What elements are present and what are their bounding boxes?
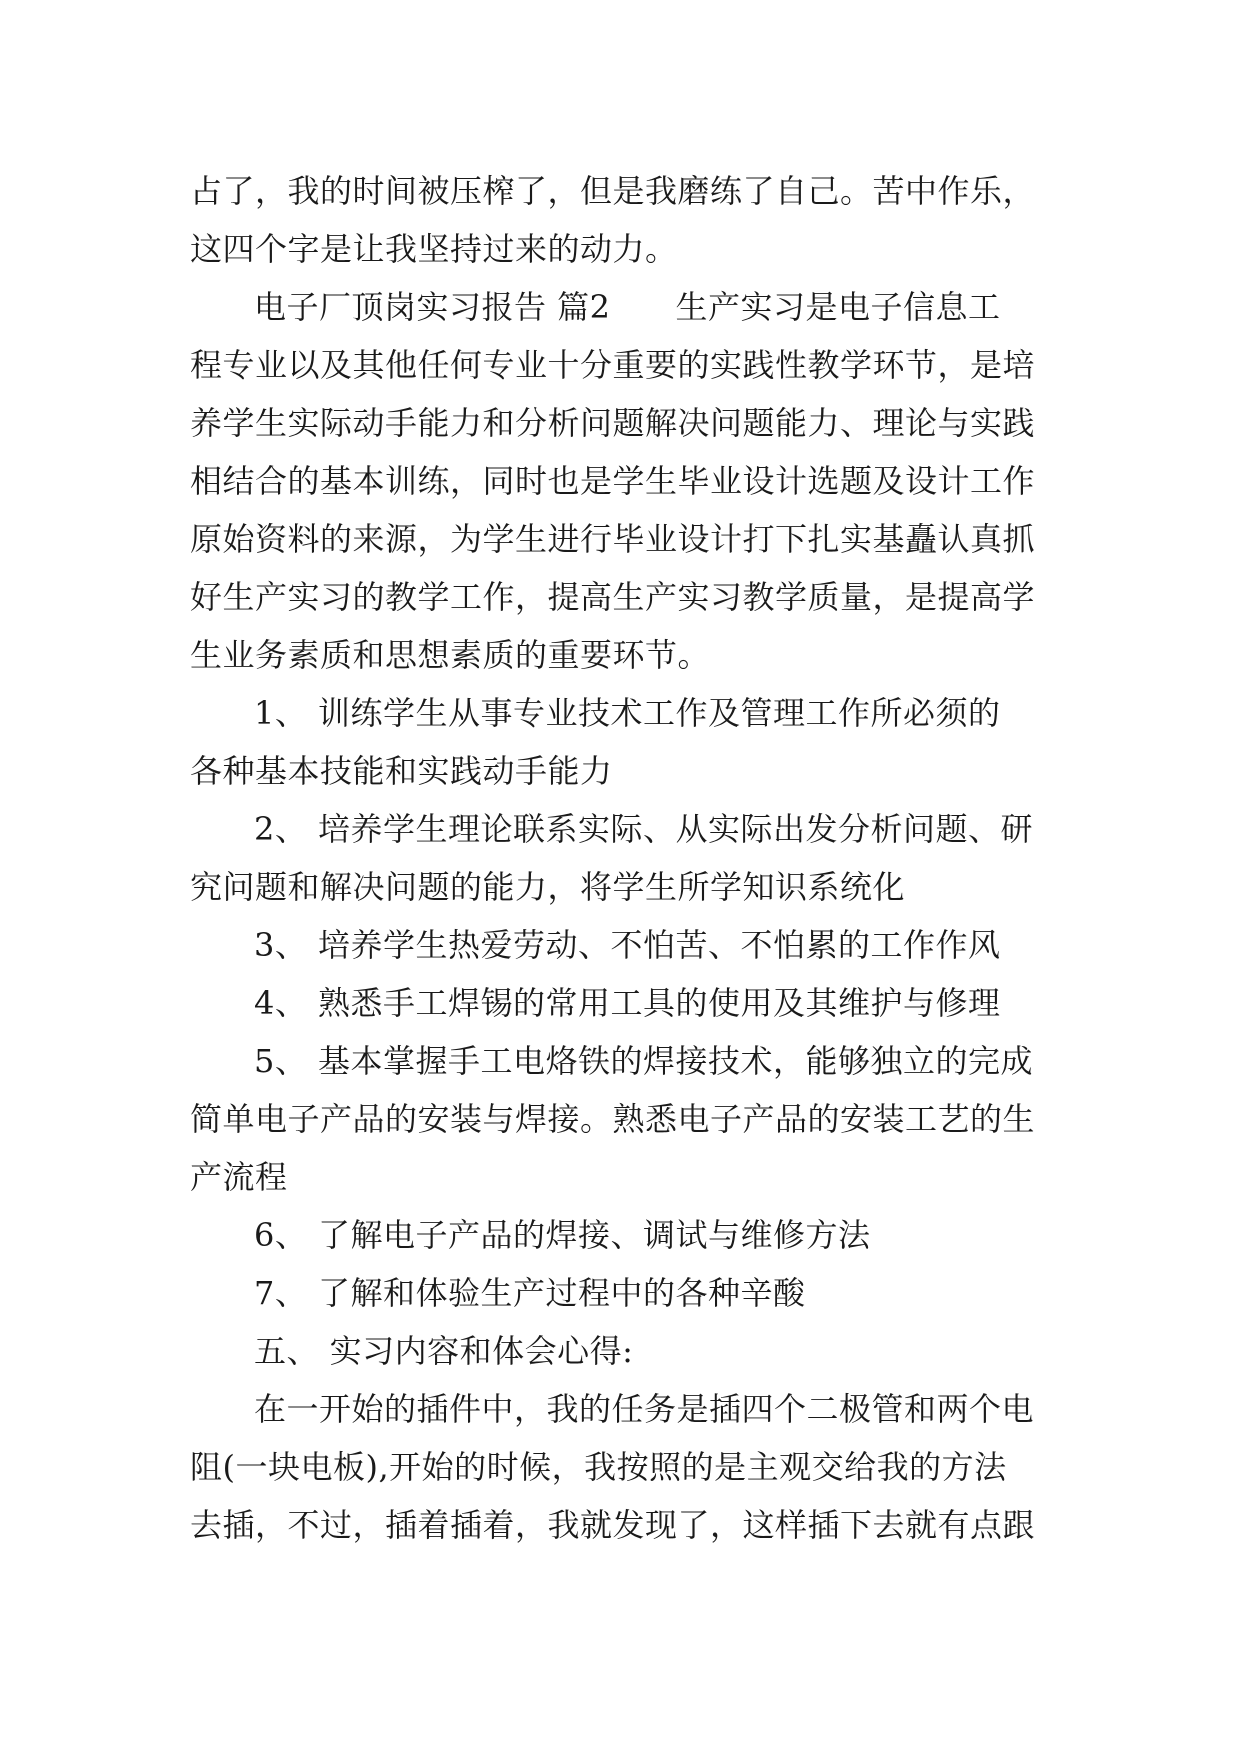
text-line: 相结合的基本训练，同时也是学生毕业设计选题及设计工作 [190,462,1036,500]
section-heading-line: 电子厂顶岗实习报告 篇2 生产实习是电子信息工 [254,288,1001,326]
text-line: 这四个字是让我坚持过来的动力。 [190,230,678,268]
text-line: 生业务素质和思想素质的重要环节。 [190,636,711,674]
text-line: 各种基本技能和实践动手能力 [190,752,613,790]
text-line: 养学生实际动手能力和分析问题解决问题能力、理论与实践 [190,404,1036,442]
text-line: 阻(一块电板),开始的时候，我按照的是主观交给我的方法 [190,1448,1007,1486]
section-heading-5: 五、 实习内容和体会心得: [254,1332,634,1370]
text-line: 占了，我的时间被压榨了，但是我磨练了自己。苦中作乐， [190,172,1036,210]
text-line: 简单电子产品的安装与焊接。熟悉电子产品的安装工艺的生 [190,1100,1036,1138]
list-item-7: 7、 了解和体验生产过程中的各种辛酸 [254,1274,806,1312]
text-line: 究问题和解决问题的能力，将学生所学知识系统化 [190,868,906,906]
text-line: 产流程 [190,1158,288,1196]
list-item-1: 1、 训练学生从事专业技术工作及管理工作所必须的 [254,694,1001,732]
list-item-2: 2、 培养学生理论联系实际、从实际出发分析问题、研 [254,810,1034,848]
list-item-6: 6、 了解电子产品的焊接、调试与维修方法 [254,1216,871,1254]
list-item-4: 4、 熟悉手工焊锡的常用工具的使用及其维护与修理 [254,984,1001,1022]
body-text [190,162,1050,1554]
list-item-3: 3、 培养学生热爱劳动、不怕苦、不怕累的工作作风 [254,926,1001,964]
text-line: 去插，不过，插着插着，我就发现了，这样插下去就有点跟 [190,1506,1036,1544]
text-line: 程专业以及其他任何专业十分重要的实践性教学环节，是培 [190,346,1036,384]
list-item-5: 5、 基本掌握手工电烙铁的焊接技术，能够独立的完成 [254,1042,1034,1080]
text-line: 好生产实习的教学工作，提高生产实习教学质量，是提高学 [190,578,1036,616]
paragraph-line: 在一开始的插件中，我的任务是插四个二极管和两个电 [254,1390,1035,1428]
text-line: 原始资料的来源，为学生进行毕业设计打下扎实基矗认真抓 [190,520,1036,558]
